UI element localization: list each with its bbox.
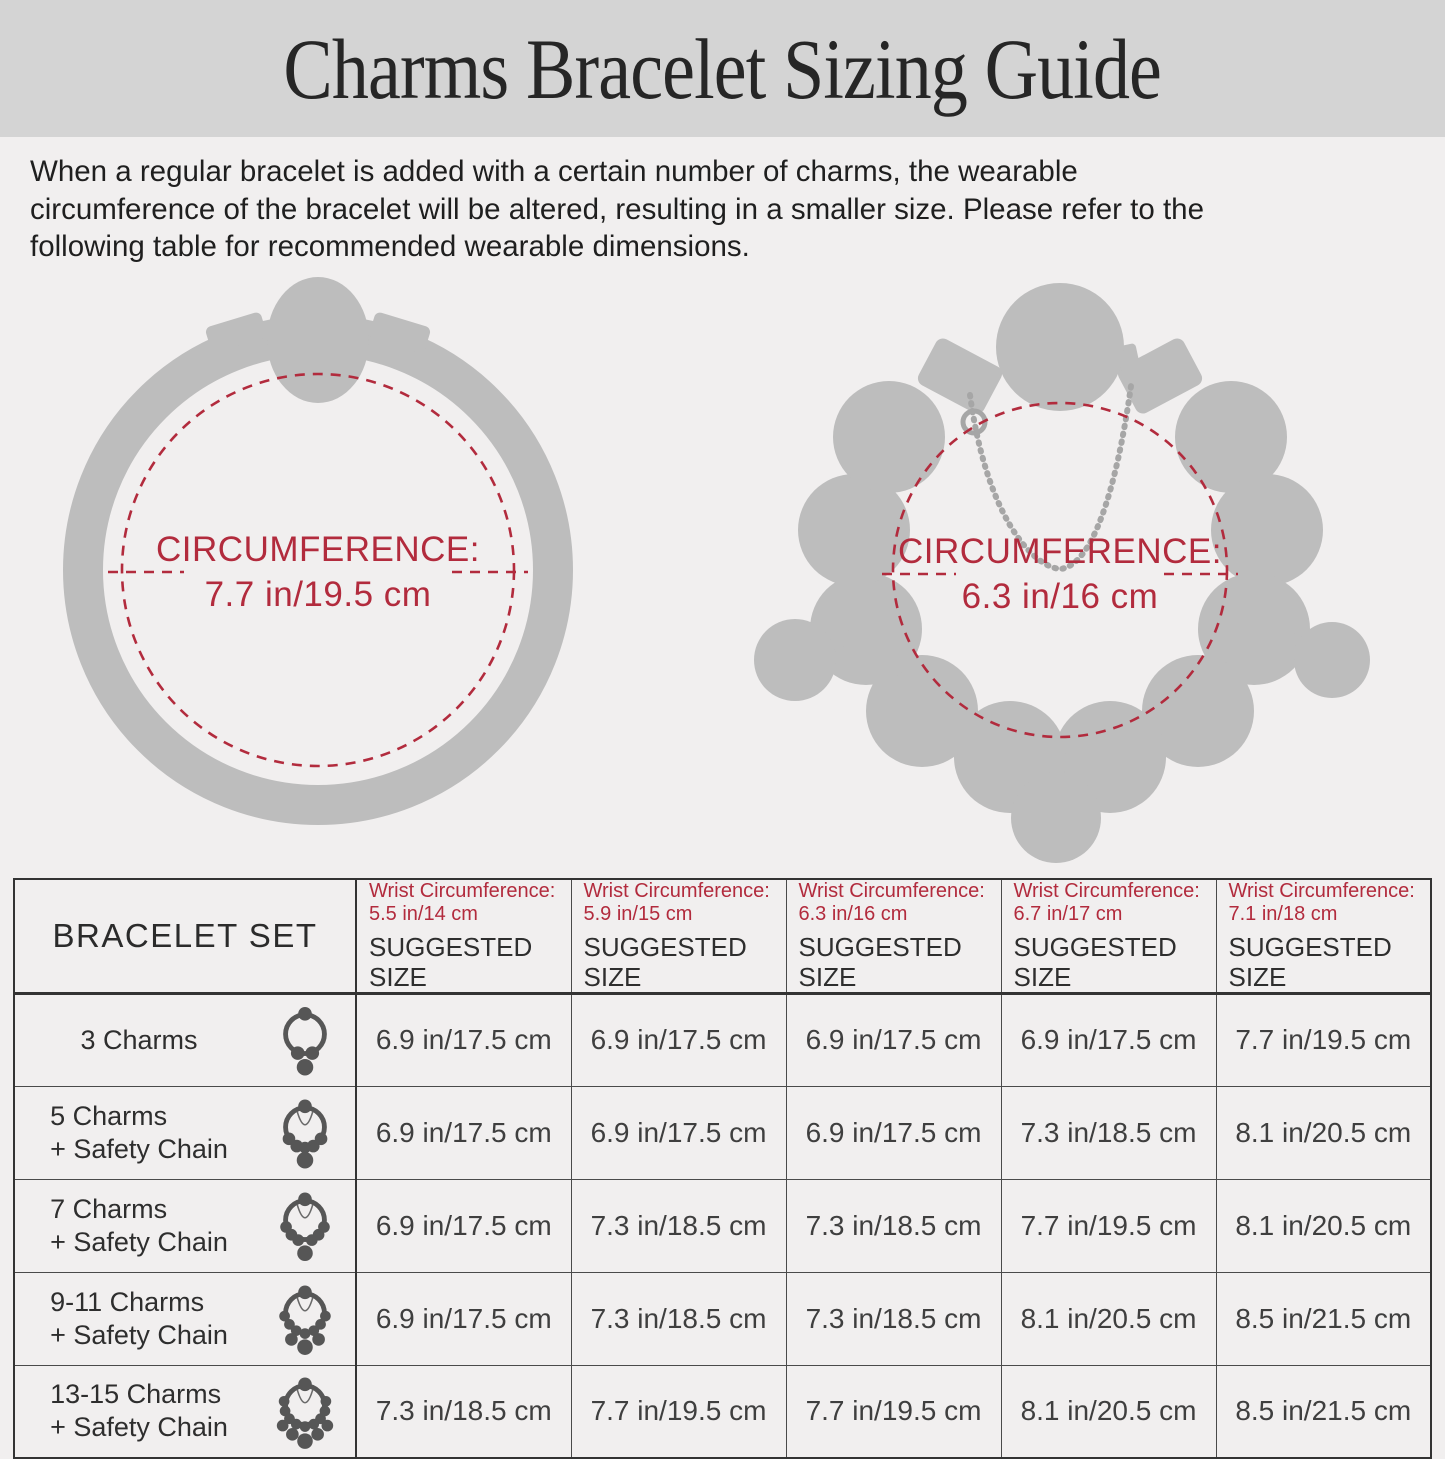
plain-bracelet-figure: [60, 270, 700, 850]
wrist-column-header: [571, 879, 786, 994]
sizing-table: [13, 878, 1432, 1459]
wrist-circumference-value: 5.9 in/15 cm: [584, 903, 786, 927]
circumference-label: CIRCUMFERENCE:: [898, 532, 1222, 571]
row-label-line1: 3 Charms: [80, 1024, 197, 1057]
size-cell: 7.7 in/19.5 cm: [786, 1365, 1001, 1458]
size-cell: 7.3 in/18.5 cm: [786, 1272, 1001, 1365]
circumference-label: CIRCUMFERENCE:: [156, 530, 480, 569]
bracelet-5-charms-safety-chain-icon: [265, 1091, 345, 1175]
bracelet-7-charms-safety-chain-icon: [265, 1184, 345, 1268]
wrist-circumference-value: 7.1 in/18 cm: [1229, 903, 1431, 927]
size-cell: 7.3 in/18.5 cm: [1001, 1086, 1216, 1179]
table-row: [14, 1272, 1431, 1365]
suggested-size-label: SUGGESTED SIZE: [1014, 932, 1216, 992]
circumference-value: 7.7 in/19.5 cm: [205, 575, 432, 614]
size-cell: 7.7 in/19.5 cm: [1216, 993, 1431, 1086]
size-cell: 6.9 in/17.5 cm: [356, 1179, 571, 1272]
wrist-circumference-label: Wrist Circumference:: [369, 880, 571, 904]
intro-paragraph: [0, 137, 1445, 266]
table-row: [14, 993, 1431, 1086]
wrist-circumference-value: 6.3 in/16 cm: [799, 903, 1001, 927]
bracelet-set-cell: [14, 1365, 356, 1458]
size-cell: 7.7 in/19.5 cm: [571, 1365, 786, 1458]
row-label-line1: 9-11 Charms: [50, 1286, 228, 1319]
wrist-circumference-label: Wrist Circumference:: [1229, 880, 1431, 904]
suggested-size-label: SUGGESTED SIZE: [369, 932, 571, 992]
bracelet-3-charms-icon: [265, 998, 345, 1082]
wrist-circumference-label: Wrist Circumference:: [799, 880, 1001, 904]
row-label-line1: 7 Charms: [50, 1193, 228, 1226]
row-label-line2: + Safety Chain: [50, 1226, 228, 1259]
figures-row: [0, 270, 1445, 870]
suggested-size-label: SUGGESTED SIZE: [1229, 932, 1431, 992]
size-cell: 8.5 in/21.5 cm: [1216, 1365, 1431, 1458]
wrist-column-header: [356, 879, 571, 994]
bracelet-set-header: BRACELET SET: [14, 879, 356, 994]
wrist-column-header: [1216, 879, 1431, 994]
size-cell: 6.9 in/17.5 cm: [356, 1086, 571, 1179]
bracelet-clasp: [204, 277, 431, 403]
size-cell: 6.9 in/17.5 cm: [571, 993, 786, 1086]
size-cell: 8.5 in/21.5 cm: [1216, 1272, 1431, 1365]
size-cell: 6.9 in/17.5 cm: [571, 1086, 786, 1179]
wrist-circumference-value: 6.7 in/17 cm: [1014, 903, 1216, 927]
charm-bracelet-figure: [740, 260, 1400, 870]
row-label-line2: + Safety Chain: [50, 1133, 228, 1166]
suggested-size-label: SUGGESTED SIZE: [584, 932, 786, 992]
wrist-circumference-label: Wrist Circumference:: [1014, 880, 1216, 904]
size-cell: 7.7 in/19.5 cm: [1001, 1179, 1216, 1272]
bracelet-set-cell: [14, 1272, 356, 1365]
page-title: Charms Bracelet Sizing Guide: [284, 19, 1162, 119]
intro-line: When a regular bracelet is added with a certain number of charms, the wearable: [30, 153, 1421, 191]
row-label-line2: + Safety Chain: [50, 1411, 228, 1444]
size-cell: 6.9 in/17.5 cm: [356, 993, 571, 1086]
wrist-column-header: [1001, 879, 1216, 994]
size-cell: 7.3 in/18.5 cm: [571, 1272, 786, 1365]
top-bead: [996, 283, 1124, 411]
wrist-column-header: [786, 879, 1001, 994]
row-label-line1: 13-15 Charms: [50, 1378, 228, 1411]
size-cell: 6.9 in/17.5 cm: [356, 1272, 571, 1365]
intro-line: circumference of the bracelet will be altered, resulting in a smaller size. Please refer to the: [30, 191, 1421, 229]
bracelet-band: [83, 335, 553, 805]
row-label-line1: 5 Charms: [50, 1100, 228, 1133]
size-cell: 6.9 in/17.5 cm: [786, 993, 1001, 1086]
intro-line: following table for recommended wearable dimensions.: [30, 228, 1421, 266]
title-bar: [0, 0, 1445, 137]
bracelet-set-cell: [14, 993, 356, 1086]
circumference-value: 6.3 in/16 cm: [962, 577, 1159, 616]
size-cell: 7.3 in/18.5 cm: [786, 1179, 1001, 1272]
size-cell: 6.9 in/17.5 cm: [1001, 993, 1216, 1086]
size-cell: 6.9 in/17.5 cm: [786, 1086, 1001, 1179]
table-header-row: [14, 879, 1431, 994]
wrist-circumference-value: 5.5 in/14 cm: [369, 903, 571, 927]
size-cell: 7.3 in/18.5 cm: [356, 1365, 571, 1458]
table-row: [14, 1365, 1431, 1458]
wrist-circumference-label: Wrist Circumference:: [584, 880, 786, 904]
table-row: [14, 1086, 1431, 1179]
bracelet-9-11-charms-safety-chain-icon: [265, 1277, 345, 1361]
size-cell: 8.1 in/20.5 cm: [1001, 1365, 1216, 1458]
bracelet-set-cell: [14, 1086, 356, 1179]
size-cell: 7.3 in/18.5 cm: [571, 1179, 786, 1272]
bracelet-13-15-charms-safety-chain-icon: [265, 1369, 345, 1453]
table-row: [14, 1179, 1431, 1272]
bracelet-set-cell: [14, 1179, 356, 1272]
size-cell: 8.1 in/20.5 cm: [1216, 1179, 1431, 1272]
circumference-dashed-circle: [122, 374, 514, 766]
size-cell: 8.1 in/20.5 cm: [1216, 1086, 1431, 1179]
size-cell: 8.1 in/20.5 cm: [1001, 1272, 1216, 1365]
suggested-size-label: SUGGESTED SIZE: [799, 932, 1001, 992]
row-label-line2: + Safety Chain: [50, 1319, 228, 1352]
